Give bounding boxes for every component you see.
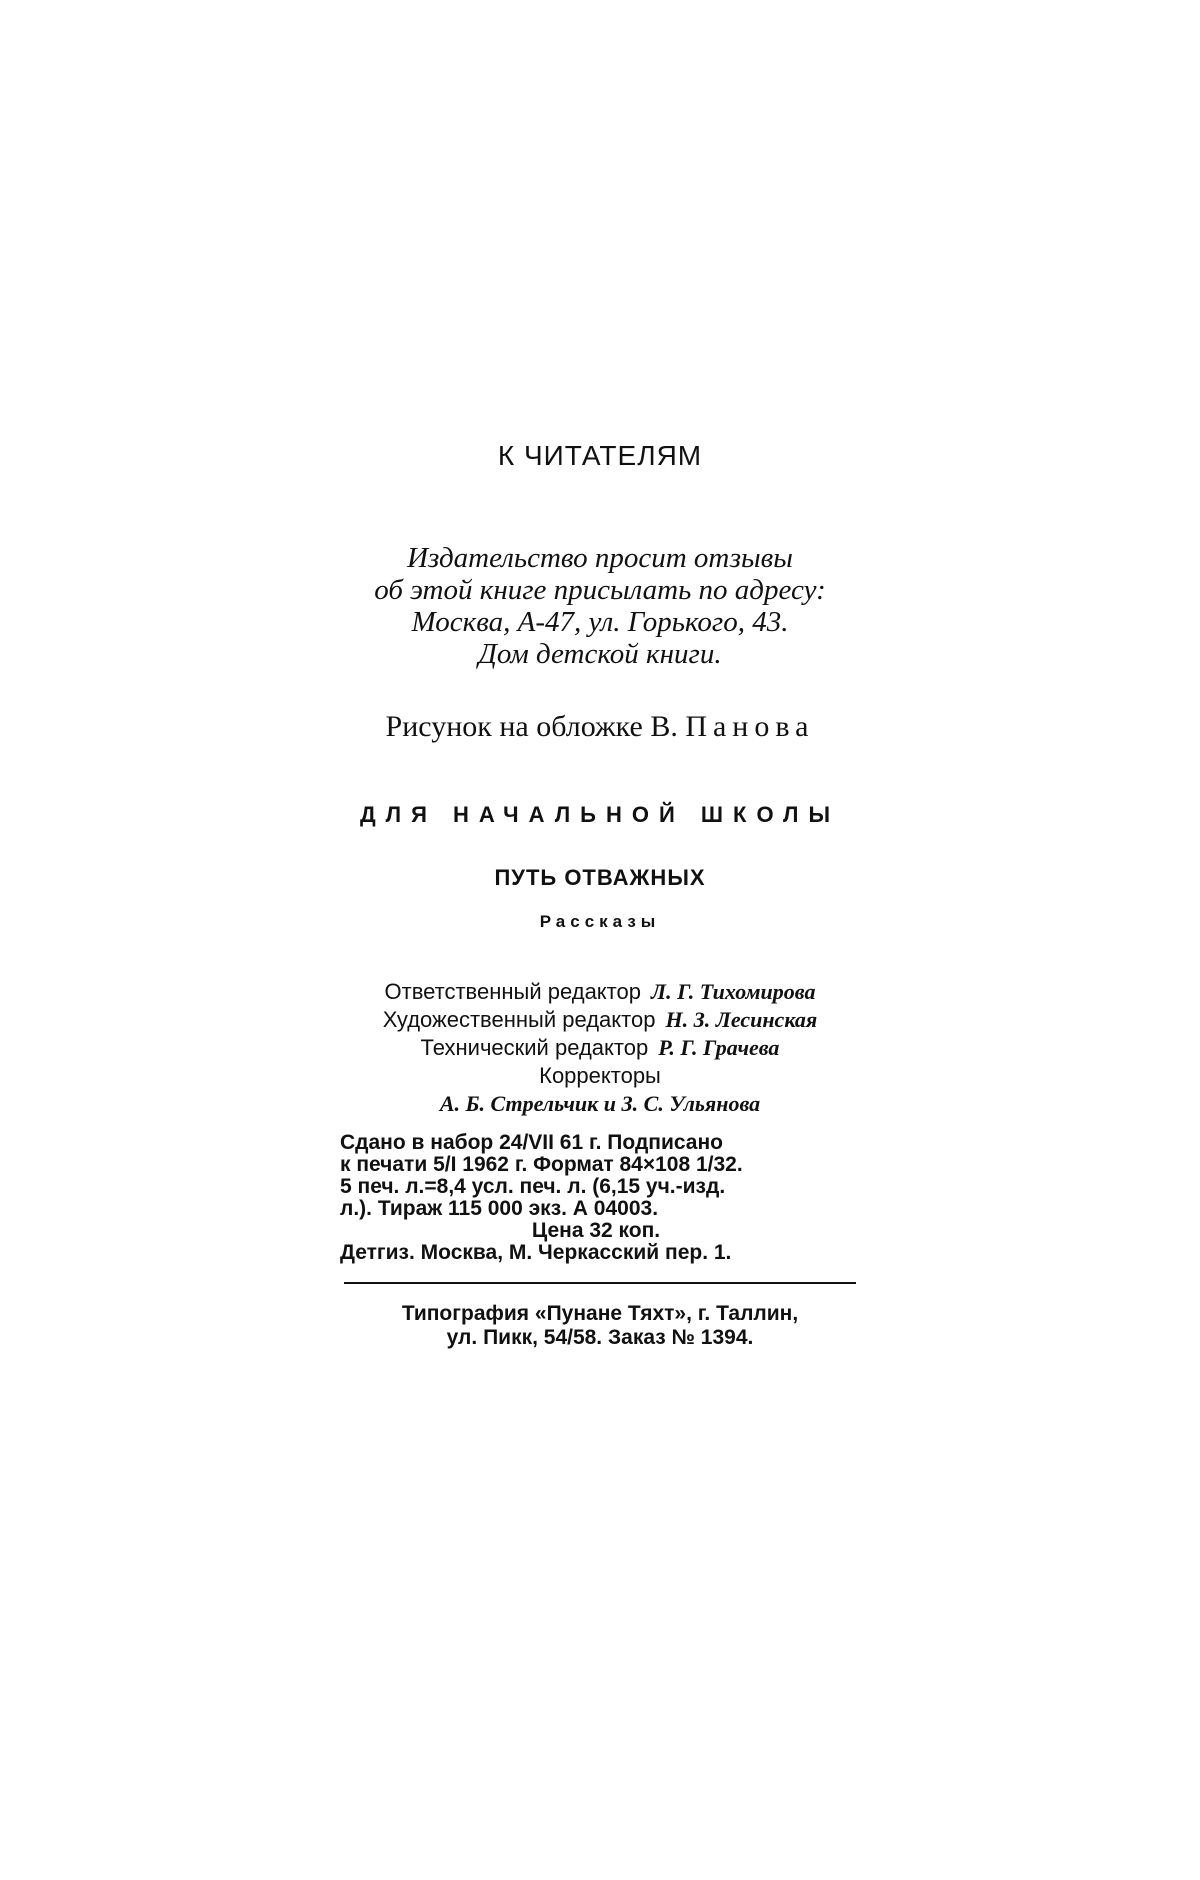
editorial-credits — [0, 978, 1200, 1118]
credit-name: Л. Г. Тихомирова — [650, 979, 816, 1004]
imprint-line: Детгиз. Москва, М. Черкасский пер. 1. — [340, 1241, 732, 1264]
credit-role: Технический редактор — [420, 1035, 649, 1060]
printer-line: Типография «Пунане Тяхт», г. Таллин, — [401, 1302, 799, 1325]
address-line: Москва, А-47, ул. Горького, 43. — [411, 606, 789, 638]
book-title: ПУТЬ ОТВАЖНЫХ — [494, 865, 706, 890]
address-line: Дом детской книги. — [478, 638, 722, 670]
imprint-line: Цена 32 коп. — [531, 1219, 661, 1242]
series-name: ДЛЯ НАЧАЛЬНОЙ ШКОЛЫ — [360, 802, 840, 827]
imprint-line: 5 печ. л.=8,4 усл. печ. л. (6,15 уч.-изд. — [340, 1175, 726, 1198]
cover-artist-name: Панова — [685, 710, 815, 743]
credit-name: Р. Г. Грачева — [658, 1035, 780, 1060]
credit-line — [0, 1062, 1200, 1090]
publisher-address-note — [0, 542, 1200, 670]
credit-name: Н. З. Лесинская — [665, 1007, 818, 1032]
printer-info — [0, 1302, 1200, 1350]
credit-role: Ответственный редактор — [384, 979, 641, 1004]
credit-line — [0, 1006, 1200, 1034]
credit-line — [0, 978, 1200, 1006]
imprint-line: к печати 5/I 1962 г. Формат 84×108 1/32. — [340, 1153, 743, 1176]
page-title: К ЧИТАТЕЛЯМ — [497, 440, 703, 471]
printer-line: ул. Пикк, 54/58. Заказ № 1394. — [446, 1326, 754, 1349]
credit-role: Художественный редактор — [382, 1007, 656, 1032]
print-imprint — [340, 1132, 852, 1264]
credit-name: А. Б. Стрельчик и З. С. Ульянова — [439, 1091, 761, 1116]
imprint-line: Сдано в набор 24/VII 61 г. Подписано — [340, 1131, 723, 1154]
address-line: об этой книге присылать по адресу: — [374, 574, 826, 606]
address-line: Издательство просит отзывы — [407, 542, 793, 574]
divider-rule — [344, 1282, 856, 1284]
cover-illustration-credit — [0, 710, 1200, 744]
credit-line — [0, 1034, 1200, 1062]
credit-line — [0, 1090, 1200, 1118]
cover-credit-prefix: Рисунок на обложке В. — [385, 710, 678, 743]
imprint-line: л.). Тираж 115 000 экз. А 04003. — [340, 1197, 659, 1220]
book-genre: Рассказы — [539, 912, 661, 931]
credit-role: Корректоры — [539, 1063, 661, 1088]
